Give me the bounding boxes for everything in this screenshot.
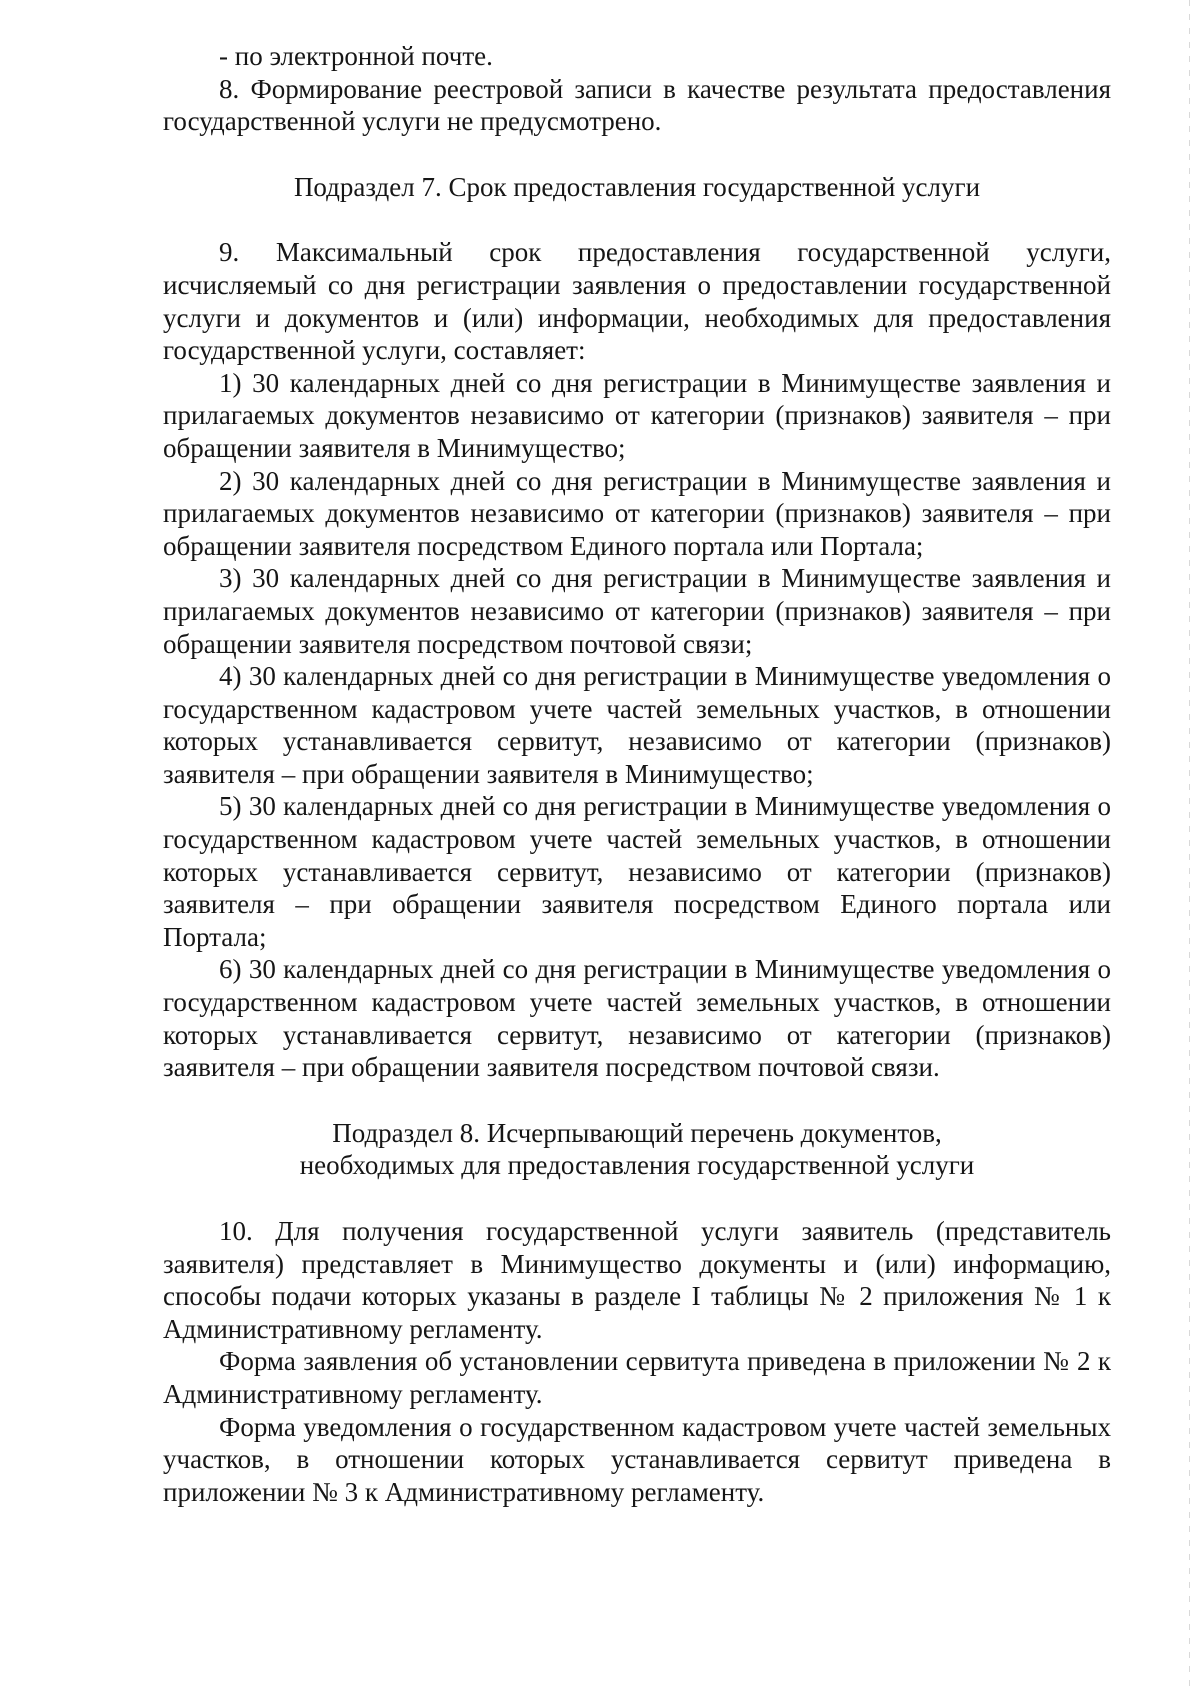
paragraph-8: 8. Формирование реестровой записи в качестве результата предоставления государственной услуги не предусмотрено. [163, 73, 1111, 137]
subsection-8-heading-line-1: Подраздел 8. Исчерпывающий перечень документов, [332, 1117, 942, 1148]
scan-edge-artifact [1189, 0, 1190, 1686]
spacer [163, 203, 1111, 236]
paragraph-application-form: Форма заявления об установлении сервитута приведена в приложении № 2 к Административному регламенту. [163, 1346, 1111, 1409]
spacer [163, 1182, 1111, 1215]
paragraph-9: 9. Максимальный срок предоставления государственной услуги, исчисляемый со дня регистрации заявления о предоставлении государственной услуги и документов и (или) информации, необходимых для предоставления государственной услуги, составляет: [163, 237, 1111, 366]
paragraph-10: 10. Для получения государственной услуги заявитель (представитель заявителя) представляет в Минимущество документы и (или) информацию, способы подачи которых указаны в разделе I таблицы № 2 приложения № 1 к Административному регламенту. [163, 1216, 1111, 1344]
subsection-7-heading: Подраздел 7. Срок предоставления государственной услуги [293, 171, 981, 202]
document-body [163, 40, 1111, 1508]
paragraph-9-item-6: 6) 30 календарных дней со дня регистрации в Минимуществе уведомления о государственном кадастровом учете частей земельных участков, в отношении которых устанавливается сервитут, независимо от категории (признаков) заявителя – при обращении заявителя посредством почтовой связи. [163, 954, 1111, 1083]
subsection-8-heading [163, 1117, 1111, 1182]
paragraph-9-item-1: 1) 30 календарных дней со дня регистрации в Минимуществе заявления и прилагаемых документов независимо от категории (признаков) заявителя – при обращении заявителя в Минимущество; [163, 367, 1111, 463]
paragraph-9-item-4: 4) 30 календарных дней со дня регистрации в Минимуществе уведомления о государственном кадастровом учете частей земельных участков, в отношении которых устанавливается сервитут, независимо от категории (признаков) заявителя – при обращении заявителя в Минимущество; [163, 661, 1111, 789]
spacer [163, 138, 1111, 171]
subsection-8-heading-line-2: необходимых для предоставления государственной услуги [299, 1150, 975, 1181]
paragraph-email-item: - по электронной почте. [219, 41, 493, 71]
spacer [163, 1084, 1111, 1117]
paragraph-notification-form: Форма уведомления о государственном кадастровом учете частей земельных участков, в отношении которых устанавливается сервитут приведена в приложении № 3 к Административному регламенту. [163, 1411, 1111, 1507]
paragraph-9-item-3: 3) 30 календарных дней со дня регистрации в Минимуществе заявления и прилагаемых документов независимо от категории (признаков) заявителя – при обращении заявителя посредством почтовой связи; [163, 563, 1111, 659]
paragraph-9-item-2: 2) 30 календарных дней со дня регистрации в Минимуществе заявления и прилагаемых документов независимо от категории (признаков) заявителя – при обращении заявителя посредством Единого портала или Портала; [163, 465, 1111, 561]
paragraph-9-item-5: 5) 30 календарных дней со дня регистрации в Минимуществе уведомления о государственном кадастровом учете частей земельных участков, в отношении которых устанавливается сервитут, независимо от категории (признаков) заявителя – при обращении заявителя посредством Единого портала или Портала; [163, 791, 1111, 952]
